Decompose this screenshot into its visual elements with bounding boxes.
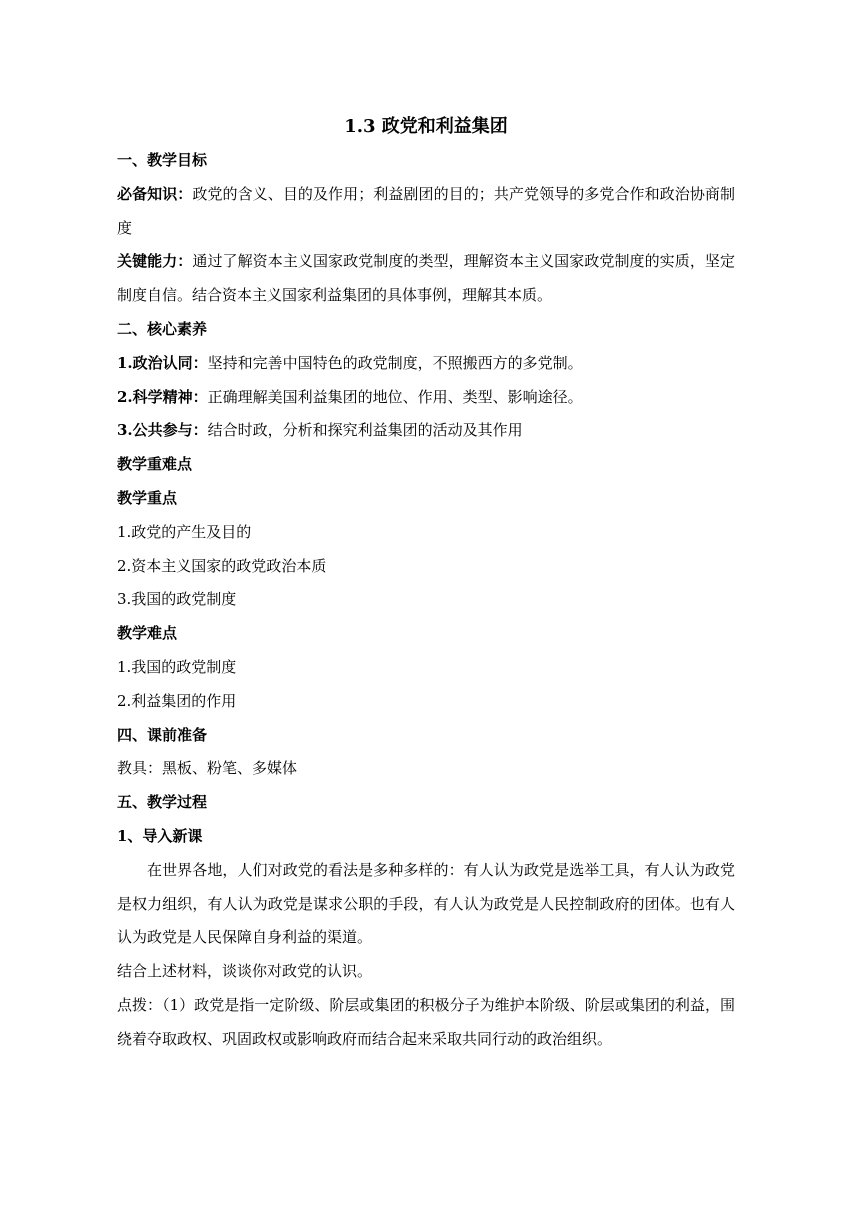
section-heading-key-difficult-points: 教学重难点 bbox=[117, 455, 193, 474]
essential-knowledge-paragraph bbox=[117, 178, 735, 246]
hint-paragraph: 点拨：（1）政党是指一定阶级、阶层或集团的积极分子为维护本阶级、阶层或集团的利益，围绕着夺取政权、巩固政权或影响政府而结合起来采取共同行动的政治组织。 bbox=[117, 995, 735, 1048]
literacy-item-label: 3.公共参与： bbox=[117, 421, 208, 440]
discussion-question: 结合上述材料，谈谈你对政党的认识。 bbox=[117, 962, 373, 981]
section-heading-teaching-objectives: 一、教学目标 bbox=[117, 151, 208, 169]
list-item: 2.利益集团的作用 bbox=[117, 691, 237, 710]
literacy-item-text: 结合时政，分析和探究利益集团的活动及其作用 bbox=[207, 421, 523, 440]
literacy-item-label: 2.科学精神： bbox=[117, 387, 208, 406]
subheading-difficult-points: 教学难点 bbox=[117, 624, 178, 643]
step-heading-introduction: 1、导入新课 bbox=[117, 826, 203, 845]
key-ability-text: 通过了解资本主义国家政党制度的类型，理解资本主义国家政党制度的实质，坚定制度自信。结合资本主义国家利益集团的具体事例，理解其本质。 bbox=[117, 252, 735, 305]
literacy-item-political-identity bbox=[117, 347, 735, 381]
section-heading-core-literacy: 二、核心素养 bbox=[117, 319, 208, 338]
intro-paragraph: 在世界各地，人们对政党的看法是多种多样的：有人认为政党是选举工具，有人认为政党是权力组织，有人认为政党是谋求公职的手段，有人认为政党是人民控制政府的团体。也有人认为政党是人民保障自身利益的渠道。 bbox=[117, 860, 735, 947]
essential-knowledge-label: 必备知识： bbox=[117, 184, 193, 203]
document-title: 1.3 政党和利益集团 bbox=[344, 116, 508, 137]
list-item: 2.资本主义国家的政党政治本质 bbox=[117, 556, 327, 575]
key-ability-label: 关键能力： bbox=[117, 252, 193, 271]
document-content bbox=[117, 110, 735, 1057]
subheading-key-points: 教学重点 bbox=[117, 488, 178, 507]
list-item: 3.我国的政党制度 bbox=[117, 590, 237, 609]
key-ability-paragraph bbox=[117, 245, 735, 313]
section-heading-preparation: 四、课前准备 bbox=[117, 725, 208, 744]
list-item: 1.我国的政党制度 bbox=[117, 657, 237, 676]
literacy-item-public-participation bbox=[117, 414, 735, 448]
essential-knowledge-text: 政党的含义、目的及作用；利益剧团的目的；共产党领导的多党合作和政治协商制度 bbox=[117, 184, 735, 237]
section-heading-teaching-process: 五、教学过程 bbox=[117, 793, 208, 812]
literacy-item-text: 坚持和完善中国特色的政党制度，不照搬西方的多党制。 bbox=[207, 353, 583, 372]
literacy-item-text: 正确理解美国利益集团的地位、作用、类型、影响途径。 bbox=[207, 387, 583, 406]
literacy-item-label: 1.政治认同： bbox=[117, 353, 208, 372]
teaching-tools-line: 教具：黑板、粉笔、多媒体 bbox=[117, 759, 298, 778]
literacy-item-scientific-spirit bbox=[117, 381, 735, 415]
list-item: 1.政党的产生及目的 bbox=[117, 522, 252, 541]
